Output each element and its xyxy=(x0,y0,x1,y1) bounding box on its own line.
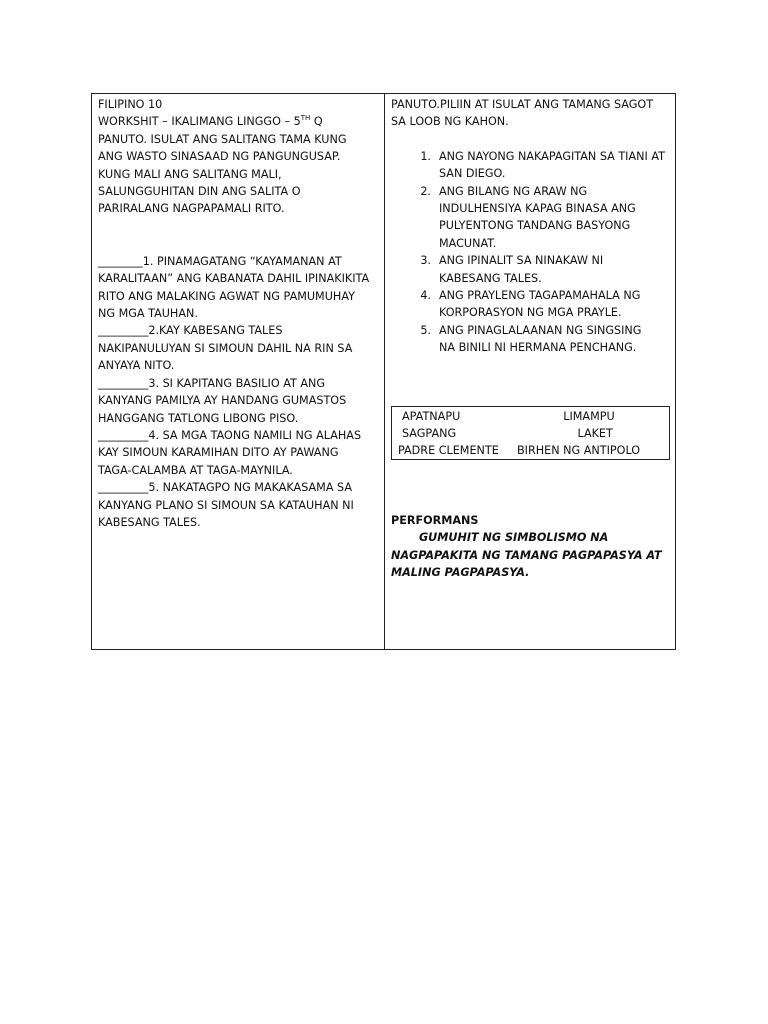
item-line: KABESANG TALES. xyxy=(98,515,201,529)
question-item xyxy=(391,183,671,253)
performance-line: NAGPAPAKITA NG TAMANG PAGPAPASYA AT xyxy=(391,548,662,562)
choice-option: SAGPANG xyxy=(402,427,457,440)
item-line: KANYANG PLANO SI SIMOUN SA KATAUHAN NI xyxy=(98,498,354,512)
answer-choices-box xyxy=(391,406,670,460)
performance-line: MALING PAGPAPASYA. xyxy=(391,566,530,580)
instruction-line: SA LOOB NG KAHON. xyxy=(391,115,509,129)
item-line: _________3. SI KAPITANG BASILIO AT ANG xyxy=(98,376,326,390)
instruction-line: ANG WASTO SINASAAD NG PANGUNGUSAP. xyxy=(98,150,341,164)
performance-title: PERFORMANS xyxy=(391,514,479,527)
choice-row xyxy=(392,442,669,459)
choice-option: LIMAMPU xyxy=(517,410,615,423)
instruction-line: PARIRALANG NAGPAPAMALI RITO. xyxy=(98,202,285,216)
item-line: ________1. PINAMAGATANG “KAYAMANAN AT xyxy=(98,254,342,268)
week-prefix: WORKSHIT – IKALIMANG LINGGO – 5 xyxy=(98,115,301,129)
question-line: ANG PRAYLENG TAGAPAMAHALA NG xyxy=(439,289,641,303)
subject-title: FILIPINO 10 xyxy=(98,98,163,111)
question-line: ANG PINAGLALAANAN NG SINGSING xyxy=(439,323,642,337)
question-number: 5. xyxy=(420,323,431,337)
item-line: _________2.KAY KABESANG TALES xyxy=(98,324,283,338)
choice-option: LAKET xyxy=(517,427,613,440)
right-column xyxy=(385,94,675,649)
instruction-line: KUNG MALI ANG SALITANG MALI, xyxy=(98,167,282,181)
question-line: ANG IPINALIT SA NINAKAW NI xyxy=(439,254,604,268)
left-instructions xyxy=(98,131,380,218)
week-suffix: Q xyxy=(310,115,323,129)
left-column xyxy=(92,94,385,649)
choice-option: BIRHEN NG ANTIPOLO xyxy=(517,444,641,457)
question-number: 1. xyxy=(420,149,431,163)
week-heading xyxy=(98,113,380,130)
instruction-line: PANUTO.PILIIN AT ISULAT ANG TAMANG SAGOT xyxy=(391,98,654,111)
question-item xyxy=(391,287,671,322)
item-line: TAGA-CALAMBA AT TAGA-MAYNILA. xyxy=(98,463,293,477)
performance-line: GUMUHIT NG SIMBOLISMO NA xyxy=(419,531,609,545)
question-number: 3. xyxy=(420,254,431,268)
choice-row xyxy=(392,425,669,442)
question-item xyxy=(391,252,671,287)
item-line: RITO ANG MALAKING AGWAT NG PAMUMUHAY xyxy=(98,289,355,303)
item-line: NAKIPANULUYAN SI SIMOUN DAHIL NA RIN SA xyxy=(98,341,353,355)
item-line: KAY SIMOUN KARAMIHAN DITO AY PAWANG xyxy=(98,446,339,460)
question-line: INDULHENSIYA KAPAG BINASA ANG xyxy=(439,202,636,216)
question-line: KABESANG TALES. xyxy=(439,271,542,285)
item-line: HANGGANG TATLONG LIBONG PISO. xyxy=(98,411,299,425)
item-line: _________5. NAKATAGPO NG MAKAKASAMA SA xyxy=(98,481,352,495)
week-superscript: TH xyxy=(300,114,311,123)
worksheet-table xyxy=(91,93,676,650)
right-instructions xyxy=(391,96,671,131)
question-line: NA BINILI NI HERMANA PENCHANG. xyxy=(439,341,637,355)
performance-task xyxy=(391,512,662,582)
item-line: KANYANG PAMILYA AY HANDANG GUMASTOS xyxy=(98,394,347,408)
question-line: SAN DIEGO. xyxy=(439,167,506,181)
question-line: MACUNAT. xyxy=(439,236,497,250)
spacer xyxy=(98,218,380,253)
question-line: PULYENTONG TANDANG BASYONG xyxy=(439,219,631,233)
choice-option: APATNAPU xyxy=(402,410,461,423)
item-line: _________4. SA MGA TAONG NAMILI NG ALAHAS xyxy=(98,428,362,442)
question-list xyxy=(391,148,671,357)
true-false-items xyxy=(98,253,380,532)
question-number: 4. xyxy=(420,289,431,303)
item-line: NG MGA TAUHAN. xyxy=(98,307,198,321)
question-line: ANG NAYONG NAKAPAGITAN SA TIANI AT xyxy=(439,149,665,163)
question-item xyxy=(391,322,671,357)
question-line: ANG BILANG NG ARAW NG xyxy=(439,184,588,198)
instruction-line: SALUNGGUHITAN DIN ANG SALITA O xyxy=(98,185,301,199)
choice-row xyxy=(392,408,669,425)
choice-option: PADRE CLEMENTE xyxy=(398,444,499,457)
question-item xyxy=(391,148,671,183)
instruction-line: PANUTO. ISULAT ANG SALITANG TAMA KUNG xyxy=(98,132,347,146)
item-line: ANYAYA NITO. xyxy=(98,359,175,373)
question-number: 2. xyxy=(420,184,431,198)
question-line: KORPORASYON NG MGA PRAYLE. xyxy=(439,306,622,320)
item-line: KARALITAAN” ANG KABANATA DAHIL IPINAKIKITA xyxy=(98,272,370,286)
